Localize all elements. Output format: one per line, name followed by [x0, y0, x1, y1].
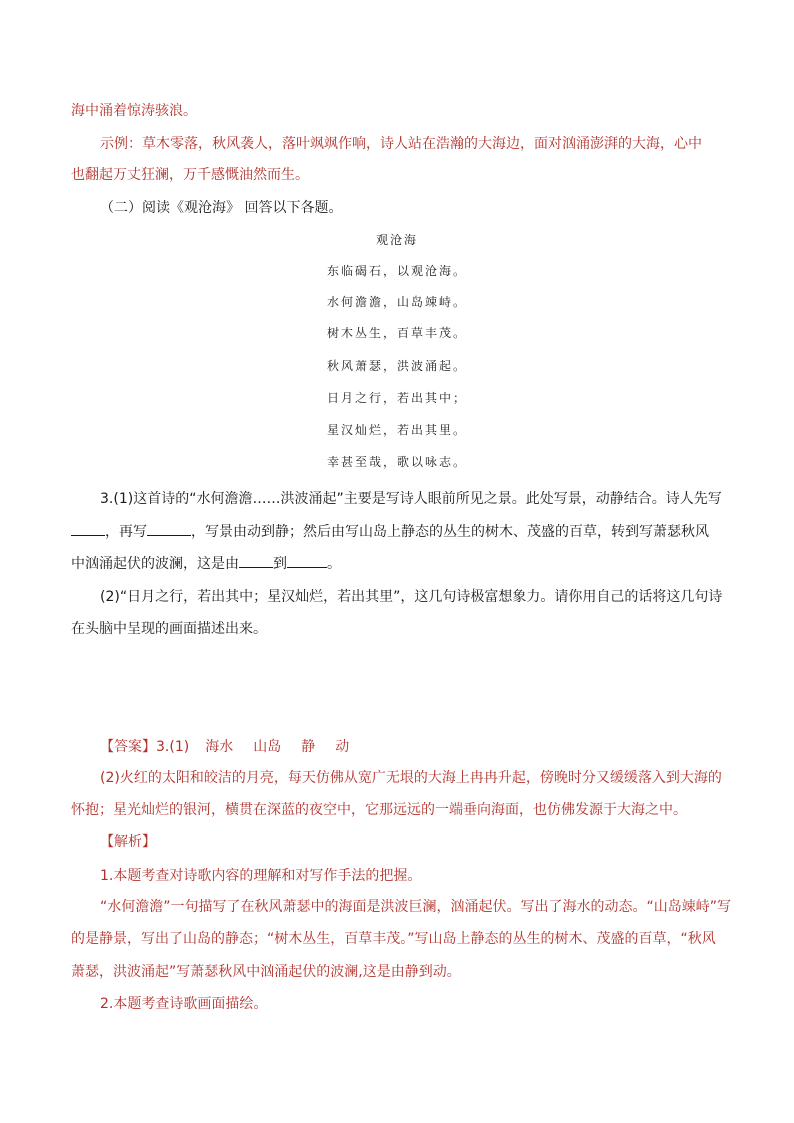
answer-label: 【答案】	[100, 739, 156, 755]
analysis-para-line-1: “水何澹澹”一句描写了在秋风萧瑟中的海面是洪波巨澜，汹涌起伏。写出了海水的动态。“山岛竦峙”写	[100, 899, 732, 915]
example-line-2: 也翻起万丈狂澜，万千感慨油然而生。	[71, 167, 309, 183]
answer-blank[interactable]	[71, 521, 105, 536]
answer-number: 3.(1)	[156, 739, 190, 755]
answer-item: 动	[335, 739, 350, 755]
answer-2-line-1: (2)火红的太阳和皎洁的月亮，每天仿佛从宽广无垠的大海上冉冉升起，傍晚时分又缓缓落入到大海的	[100, 770, 722, 786]
poem-line: 星汉灿烂，若出其里。	[326, 423, 467, 437]
answer-2-line-2: 怀抱；星光灿烂的银河，横贯在深蓝的夜空中，它那远远的一端垂向海面，也仿佛发源于大海之中。	[71, 802, 687, 818]
analysis-point-1: 1.本题考查对诗歌内容的理解和对写作手法的把握。	[100, 868, 422, 884]
analysis-para-line-3: 萧瑟，洪波涌起”写萧瑟秋风中汹涌起伏的波澜,这是由静到动。	[71, 964, 461, 980]
answer-item: 海水	[205, 739, 234, 755]
question-1-line-2	[71, 521, 709, 542]
question-2-line-2: 在头脑中呈现的画面描述出来。	[71, 621, 267, 637]
answer-line-1	[100, 737, 349, 757]
question-1-line-3	[71, 553, 341, 574]
answer-item: 静	[301, 739, 316, 755]
question-1-text: ，写景由动到静；然后由写山岛上静态的丛生的树木、茂盛的百草，转到写萧瑟秋风	[191, 524, 709, 540]
question-1-text: 。	[327, 556, 341, 572]
analysis-label: 【解析】	[100, 834, 156, 850]
answer-blank[interactable]	[239, 553, 273, 568]
analysis-point-2: 2.本题考查诗歌画面描绘。	[100, 996, 268, 1012]
question-2-line-1: (2)“日月之行，若出其中；星汉灿烂，若出其里”，这几句诗极富想象力。请你用自己的话将这几句诗	[100, 589, 723, 605]
poem-line: 水何澹澹，山岛竦峙。	[326, 295, 467, 309]
question-1-text: 到	[273, 556, 287, 572]
question-1-text: ，再写	[105, 524, 147, 540]
poem-title: 观沧海	[375, 233, 418, 247]
answer-blank[interactable]	[287, 553, 327, 568]
analysis-para-line-2: 的是静景，写出了山岛的静态；“树木丛生，百草丰茂。”写山岛上静态的丛生的树木、茂盛的百草，“秋风	[71, 931, 716, 947]
poem-line: 幸甚至哉，歌以咏志。	[326, 455, 467, 469]
answer-blank[interactable]	[147, 521, 191, 536]
answer-continuation: 海中涌着惊涛骇浪。	[71, 103, 197, 119]
answer-item: 山岛	[253, 739, 282, 755]
poem-line: 秋风萧瑟，洪波涌起。	[326, 359, 467, 373]
question-1-line-1: 3.(1)这首诗的“水何澹澹……洪波涌起”主要是写诗人眼前所见之景。此处写景，动静结合。诗人先写	[100, 491, 722, 507]
question-1-text: 中汹涌起伏的波澜，这是由	[71, 556, 239, 572]
example-line-1: 示例：草木零落，秋风袭人，落叶飒飒作响，诗人站在浩瀚的大海边，面对汹涌澎湃的大海，心中	[100, 136, 702, 152]
poem-line: 东临碣石，以观沧海。	[326, 264, 467, 278]
poem-line: 日月之行，若出其中；	[326, 391, 467, 405]
section-heading: （二）阅读《观沧海》 回答以下各题。	[100, 200, 343, 216]
poem-line: 树木丛生，百草丰茂。	[326, 326, 467, 340]
